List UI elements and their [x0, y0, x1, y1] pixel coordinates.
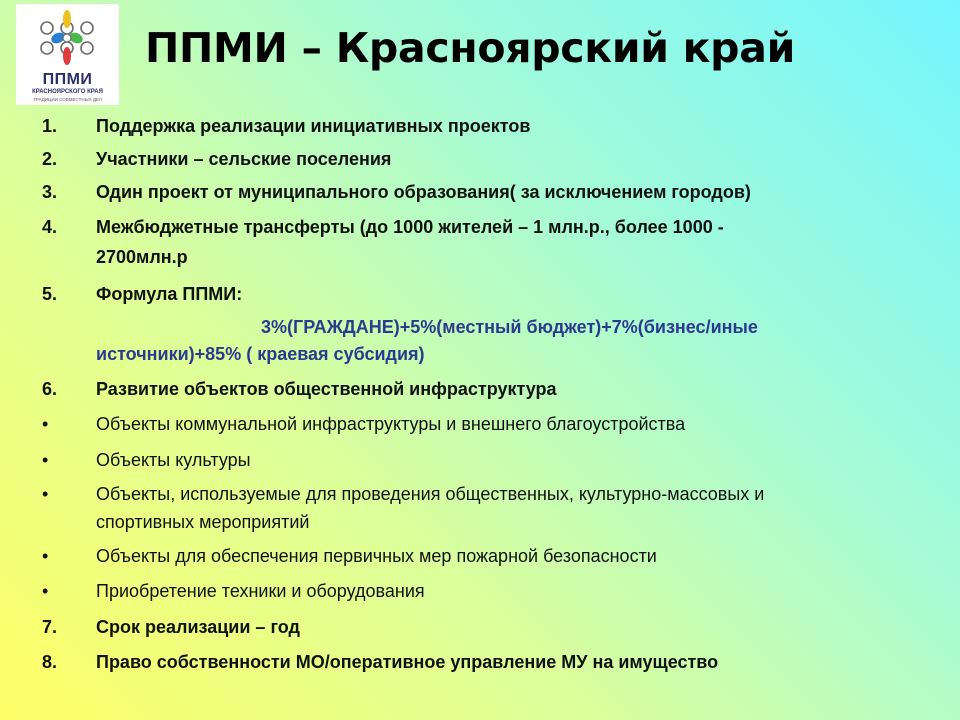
list-marker: 7.: [42, 617, 58, 637]
list-item-text: Поддержка реализации инициативных проектов: [96, 116, 531, 136]
ppmi-emblem-icon: [16, 4, 119, 74]
list-item-text: Один проект от муниципального образования( за исключением городов): [96, 182, 751, 202]
list-item-text: Межбюджетные трансферты (до 1000 жителей – 1 млн.р., более 1000 -: [96, 217, 724, 237]
logo-tagline: ТРАДИЦИИ СОВМЕСТНЫХ ДЕЛ: [33, 97, 102, 102]
formula-text: 3%(ГРАЖДАНЕ)+5%(местный бюджет)+7%(бизнес/иные: [261, 317, 758, 337]
list-marker: 2.: [42, 149, 58, 169]
list-item-text: Объекты коммунальной инфраструктуры и внешнего благоустройства: [96, 414, 686, 434]
bullet-marker: •: [42, 581, 49, 601]
bullet-marker: •: [42, 546, 49, 566]
list-item-text: Объекты культуры: [96, 450, 251, 470]
list-item-text: 2700млн.р: [96, 247, 188, 267]
list-marker: 6.: [42, 379, 58, 399]
list-marker: 1.: [42, 116, 58, 136]
list-marker: 3.: [42, 182, 58, 202]
logo-name: ППМИ: [42, 71, 93, 88]
list-item-text: Объекты, используемые для проведения общественных, культурно-массовых и: [96, 484, 765, 504]
list-marker: 4.: [42, 217, 58, 237]
list-item-text: Объекты для обеспечения первичных мер пожарной безопасности: [96, 546, 657, 566]
list-marker: 8.: [42, 652, 58, 672]
formula-text: источники)+85% ( краевая субсидия): [96, 344, 425, 364]
logo-subtitle: КРАСНОЯРСКОГО КРАЯ: [32, 89, 103, 95]
slide-title: ППМИ – Красноярский край: [145, 24, 796, 72]
list-item-text: Формула ППМИ:: [96, 284, 243, 304]
bullet-marker: •: [42, 450, 49, 470]
bullet-marker: •: [42, 484, 49, 504]
bullet-marker: •: [42, 414, 49, 434]
formula-line: [96, 315, 886, 339]
ppmi-logo: [16, 4, 119, 105]
formula-line: [96, 342, 886, 366]
list-marker: 5.: [42, 284, 58, 304]
list-item-text: Приобретение техники и оборудования: [96, 581, 425, 601]
list-item-text: Развитие объектов общественной инфраструктура: [96, 379, 557, 399]
list-item-text: Срок реализации – год: [96, 617, 300, 637]
list-item-text: Право собственности МО/оперативное управление МУ на имущество: [96, 652, 719, 672]
list-item-text: Участники – сельские поселения: [96, 149, 392, 169]
list-item-text: спортивных мероприятий: [96, 512, 310, 532]
